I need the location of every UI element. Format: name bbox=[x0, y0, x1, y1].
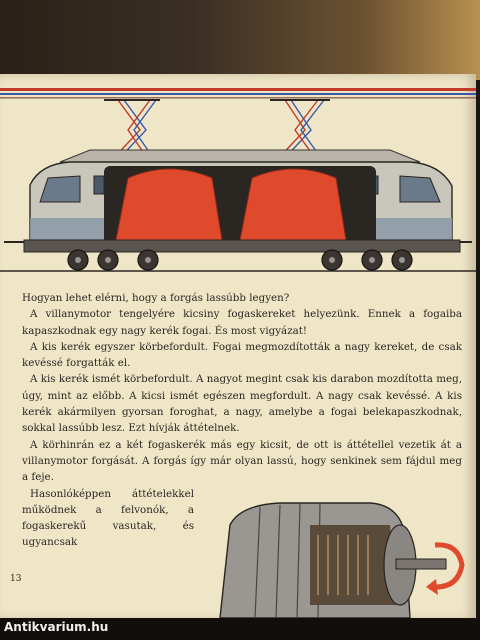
electric-motor-illustration bbox=[200, 495, 470, 618]
locomotive-illustration bbox=[0, 90, 476, 280]
paragraph: Hogyan lehet elérni, hogy a forgás lassúbb legyen? bbox=[22, 292, 290, 304]
paragraph: A körhinrán ez a két fogaskerék más egy kicsit, de ott is áttétellel vezetik át a villanymotor forgását. A forgás így már olyan lassú, hogy senkinek sem fájdul meg a feje. bbox=[22, 438, 462, 484]
watermark: Antikvarium.hu bbox=[4, 620, 109, 634]
page-number: 13 bbox=[10, 574, 22, 584]
paragraph: A kis kerék ismét körbefordult. A nagyot megint csak kis darabon mozdította meg, úgy, mint az előbb. A kicsi ismét egészen megfordult. A nagy csak kevéssé. A kis kerék akármilyen gyorsan foroghat, a nagy, amelybe a fogai belekapaszkodnak, sokkal lassúbb lesz. Ezt hívják áttételnek. bbox=[22, 373, 462, 435]
paragraph: A kis kerék egyszer körbefordult. Fogai megmozdították a nagy kereket, de csak kevéssé forgatták el. bbox=[22, 340, 462, 370]
background-top bbox=[0, 0, 480, 80]
paragraph: A villanymotor tengelyére kicsiny fogaskereket helyezünk. Ennek a fogaiba kapaszkodnak egy nagy kerék fogai. És most vigyázat! bbox=[22, 308, 462, 337]
paragraph-narrow: Hasonlóképpen áttételekkel működnek a felvonók, a fogaskerekű vasutak, és ugyancsak bbox=[22, 487, 194, 549]
